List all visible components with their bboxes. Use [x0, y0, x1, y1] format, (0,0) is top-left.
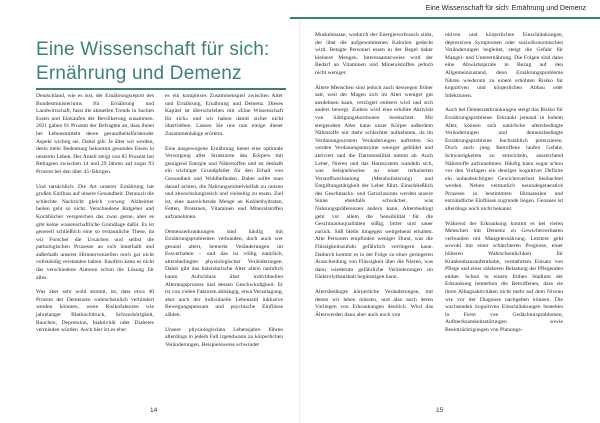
paragraph: Unsere physiologischen Lebensjahre führen allerdings in jedem Fall irgendwann zu körperlichen Veränderungen. Beispielsweise schwindet: [165, 326, 283, 348]
chapter-title: [36, 38, 296, 86]
paragraph: Während der Erkrankung kommt es bei vielen Menschen mit Demenz zu Gewichtsverlusten verbunden mit Mangelernährung. Letztere geht sowohl mit einer schlechteren Prognose, einer höheren Wahrscheinlichkeit für Krankenhausaufenthalte, vermehrtem Einsatz von Pflege und einer stärkeren Belastung der Pflegenden einher. Schon in einem frühen Stadium der Erkrankung bemerken die Betroffenen, dass sie ihren Alltagsaktivitäten nicht mehr auf dem Niveau wie vor der Diagnose nachgehen können. Die wachsenden kognitiven Einschränkungen bestehen in Form von Gedächtnisproblemen, Aufmerksamkeitsstörungen sowie Beeinträchtigungen von Planungs-: [445, 220, 563, 333]
paragraph: Und tatsächlich: Die Art unserer Ernährung hat großen Einfluss auf unsere Gesundheit. Dennoch die schlechte Nachricht gleich vorweg: Alzheimer heilen geht so nicht. Verschiedene Ratgeber und Kochbücher versprechen das zwar gerne, aber es gibt keine wissenschaftliche Grundlage dafür. Es ist generell schließlich eine so erstaunliche These, da wir Forscher die Ursachen und selbst die pathologischen Prozesse an sich innerhalb und außerhalb unserer Hirnnervenzellen noch gar nicht vollständig verstanden haben. Insofern kann es nicht das verschiedene Autoren schon die Lösung für alles.: [36, 183, 154, 281]
chapter-title-line1: Eine Wissenschaft für sich:: [36, 39, 270, 60]
text-column-1: [36, 93, 154, 342]
paragraph: Deutschland, wie es isst, der Ernährungsreport des Bundesministeriums für Ernährung und Landwirtschaft, fasst die aktuellen Trends in Sachen Essen und Einkaufen der Bevölkerung zusammen. 2021 gaben 91 Prozent der Befragten an, dass ihnen bei Lebensmitteln deren gesundheitsfördernder Aspekt wichtig sei. Dabei gilt: Je älter wir werden, desto mehr Bedeutung bekommt gesundes Essen in unserem Leben. Der Anteil steigt von 85 Prozent bei Befragten zwischen 14 und 29 Jahren auf sogar 93 Prozent bei den über 45-Jährigen.: [36, 93, 154, 175]
text-column-3: [315, 32, 433, 326]
paragraph: Auch bei Demenzerkrankungen steigt das Risiko für Ernährungsprobleme. Erkrankt jemand in hohem Alter, können sich natürliche altersbedingte Veränderungen und demenzbedingte Ernährungsprobleme buchstäblich potenzieren. Doch auch jung Betroffene laufen Gefahr, Schwierigkeiten zu entwickeln, ausreichend Nährstoffe aufzunehmen. Häufig kann sogar schon vor den Vorlagen ein deutiger kognitiver Defizite ein unbeabsichtigter Gewichtsverlust beobachtet werden. Neben vermutlich neurodegenerative Prozesse in bestimmten Hirnarealen und entzündliche Einflüsse zugrunde liegen. Genaues ist allerdings noch nicht bekannt.: [445, 107, 563, 213]
paragraph: Eine ausgewogene Ernährung bietet eine optimale Versorgung aller Strukturen des Körpers mit genügend Energie und Nährstoffen und ist deshalb ein wichtiger Grundpfeiler für den Erhalt von Gesundheit und Wohlbefinden. Dabei sollte man darauf achten, die Nahrungsmittelvielfalt zu nutzen und abwechslungsreich und vielseitig zu essen. Ziel ist, eine ausreichende Menge an Kohlenhydraten, Fetten, Proteinen, Vitaminen und Mineralstoffen aufzunehmen.: [165, 145, 283, 220]
text-column-4: [445, 32, 563, 342]
page-number-left: 14: [150, 407, 158, 414]
paragraph: nitiven und körperlichen Einschränkungen, depressiven Symptomen oder sozioökonomischen Veränderungen begleitet, steigt die Gefahr für Mangel- und Unterernährung. Die Folgen sind dann eine Abwärtsspirale in Bezug auf den Allgemeinzustand, denn Ernährungsprobleme führen wiederum zu einem erhöhten Risiko für kognitiven und körperlichen Abbau oder Infektionen.: [445, 32, 563, 99]
paragraph: Ältere Menschen sind jedoch auch deswegen früher satt, weil der Magen sich im Alter weniger gut ausdehnen kann, verzögert entleert wird und sich anders bewegt. Zudem wird eine erhöhte Aktivität von Sättigungshormonen beobachtet. Mit steigendem Alter kann unser Körper außerdem Nährstoffe nur mehr schlechter aufnehmen, da im Verdauungssystem Veränderungen auftreten. So werden Verdauungsenzyme weniger gebildet und aktiviert und die Darmmotilität nimmt ab. Auch Leber, Nieren und das Harnsystem wandeln sich, was beispielsweise zu einer reduzierten Verstoffwechselung (Metabolisierung) und Entgiftungstätigkeit der Leber führt. Einschließlich des Geschmacks- und Geruchssinns werden unsere Sinne ebenfalls schwächer, was Nahrungspräferenzen ändern kann. Altersbedingt geht vor allem die Sensibilität für die Geschmacksqualitäten süßig, bitter und sauer zurück. Süß bleibt hingegen weitgehend erhalten. Alte Personen empfinden weniger Durst, was die Flüssigkeitszufuhr gefährlich verringern kann. Dadurch kommt es in der Folge zu einer geringeren Ausscheidung von Flüssigkeit über die Nieren, was dann wiederum gefährliche Veränderungen im Elektrolythaushalt begünstigen kann.: [315, 84, 433, 281]
title-rule: [36, 88, 286, 90]
running-header: [290, 0, 600, 19]
page-number-right: 15: [436, 407, 444, 414]
paragraph: Muskelmasse, wodurch der Energieverbrauch sinkt, der über die aufgenommenen Kalorien gedeckt wird. Betagte Personen essen in der Regel daher kleinere Mengen. Interessanterweise wird der Bedarf an Vitaminen und Mineralstoffen jedoch nicht weniger.: [315, 32, 433, 76]
chapter-title-line2: Ernährung und Demenz: [36, 63, 242, 84]
page-gutter: [299, 0, 301, 423]
running-header-title: Eine Wissenschaft für sich: Ernährung und Demenz: [425, 5, 586, 12]
paragraph: Altersbedingte körperliche Veränderungen, mit denen wir leben müssen, und also auch deren Vorliegen von Erkrankungen deutlich. Wird das Älterwerden dann aber auch noch von: [315, 289, 433, 318]
paragraph: es ein komplexes Zusammenspiel zwischen Alter und Ernährung, Ernährung und Demenz. Dieses Kapitel ist überschrieben mit »Eine Wissenschaft für sich« und wir haben damit sicher nicht übertrieben. Lassen Sie uns nun einige dieser Zusammenhänge erörtern.: [165, 93, 283, 137]
text-column-2: [165, 93, 283, 356]
paragraph: Demenzerkrankungen sind häufig mit Ernährungsproblemen verbunden, doch auch wer gesund altert, bemerkt Veränderungen im Essverhalten – und das ist völlig natürlich, altersbedingter physiologischer Veränderungen. Dabei gibt das kalendarische Alter allein natürlich kaum Aufschluss über individuellen Alterungsprozess und dessen Geschwindigkeit. Er ist von vielen Faktoren abhängig, etwa Veranlagung, aber auch der individuelle Lebensstil inklusive Bewegungspensum und psychische Einflüsse zählen.: [165, 228, 283, 319]
paragraph: Was aber sehr wohl stimmt, ist, dass etwa 40 Prozent der Demenzen wahrscheinlich verhindert werden könnten, wenn Risikofaktoren wie jahrelanger Bluthochdruck, Schwerhörigkeit, Rauchen, Depression, Inaktivität oder Diabetes vermieden würden. Auch hier ist es eher: [36, 289, 154, 334]
